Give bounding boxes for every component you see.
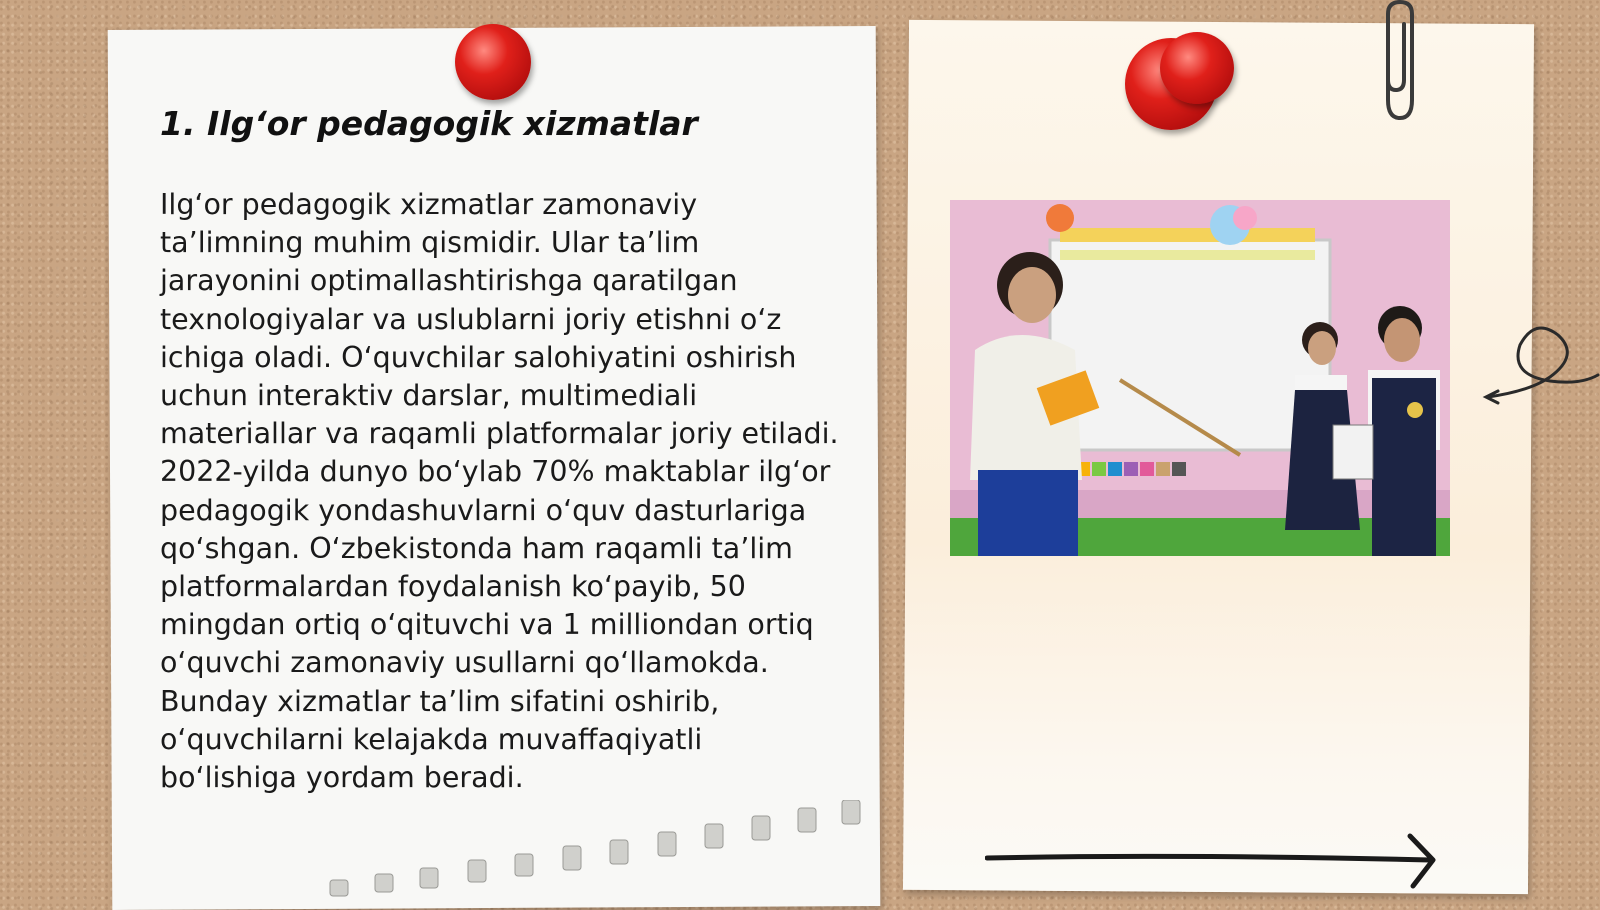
classroom-photo: [950, 200, 1450, 556]
slide-body-text: Ilg‘or pedagogik xizmatlar zamonaviy ta’limning muhim qismidir. Ular ta’lim jarayonini optimallashtirishga qaratilgan texnologiyalar va uslublarni joriy etishni o‘z ichiga oladi. O‘quvchilar salohiyatini oshirish uchun interaktiv darslar, multimediali materiallar va raqamli platformalar joriy etiladi. 2022-yilda dunyo bo‘ylab 70% maktablar ilg‘or pedagogik yondashuvlarni o‘quv dasturlariga qo‘shgan. O‘zbekistonda ham raqamli ta’lim platformalardan foydalanish ko‘payib, 50 mingdan ortiq o‘qituvchi va 1 milliondan ortiq o‘quvchi zamonaviy usullarni qo‘llamokda. Bunday xizmatlar ta’lim sifatini oshirib, o‘quvchilarni kelajakda muvaffaqiyatli bo‘lishiga yordam beradi.: [160, 188, 839, 795]
loop-doodle-icon: [1480, 315, 1600, 415]
push-pin-icon: [1160, 32, 1234, 104]
slide-title: 1. Ilg‘or pedagogik xizmatlar: [160, 104, 698, 143]
push-pin-icon: [455, 24, 531, 100]
paper-clip-icon: [1376, 0, 1420, 126]
arrow-right-icon: [985, 832, 1445, 892]
notebook-tear-tabs: [320, 800, 880, 900]
